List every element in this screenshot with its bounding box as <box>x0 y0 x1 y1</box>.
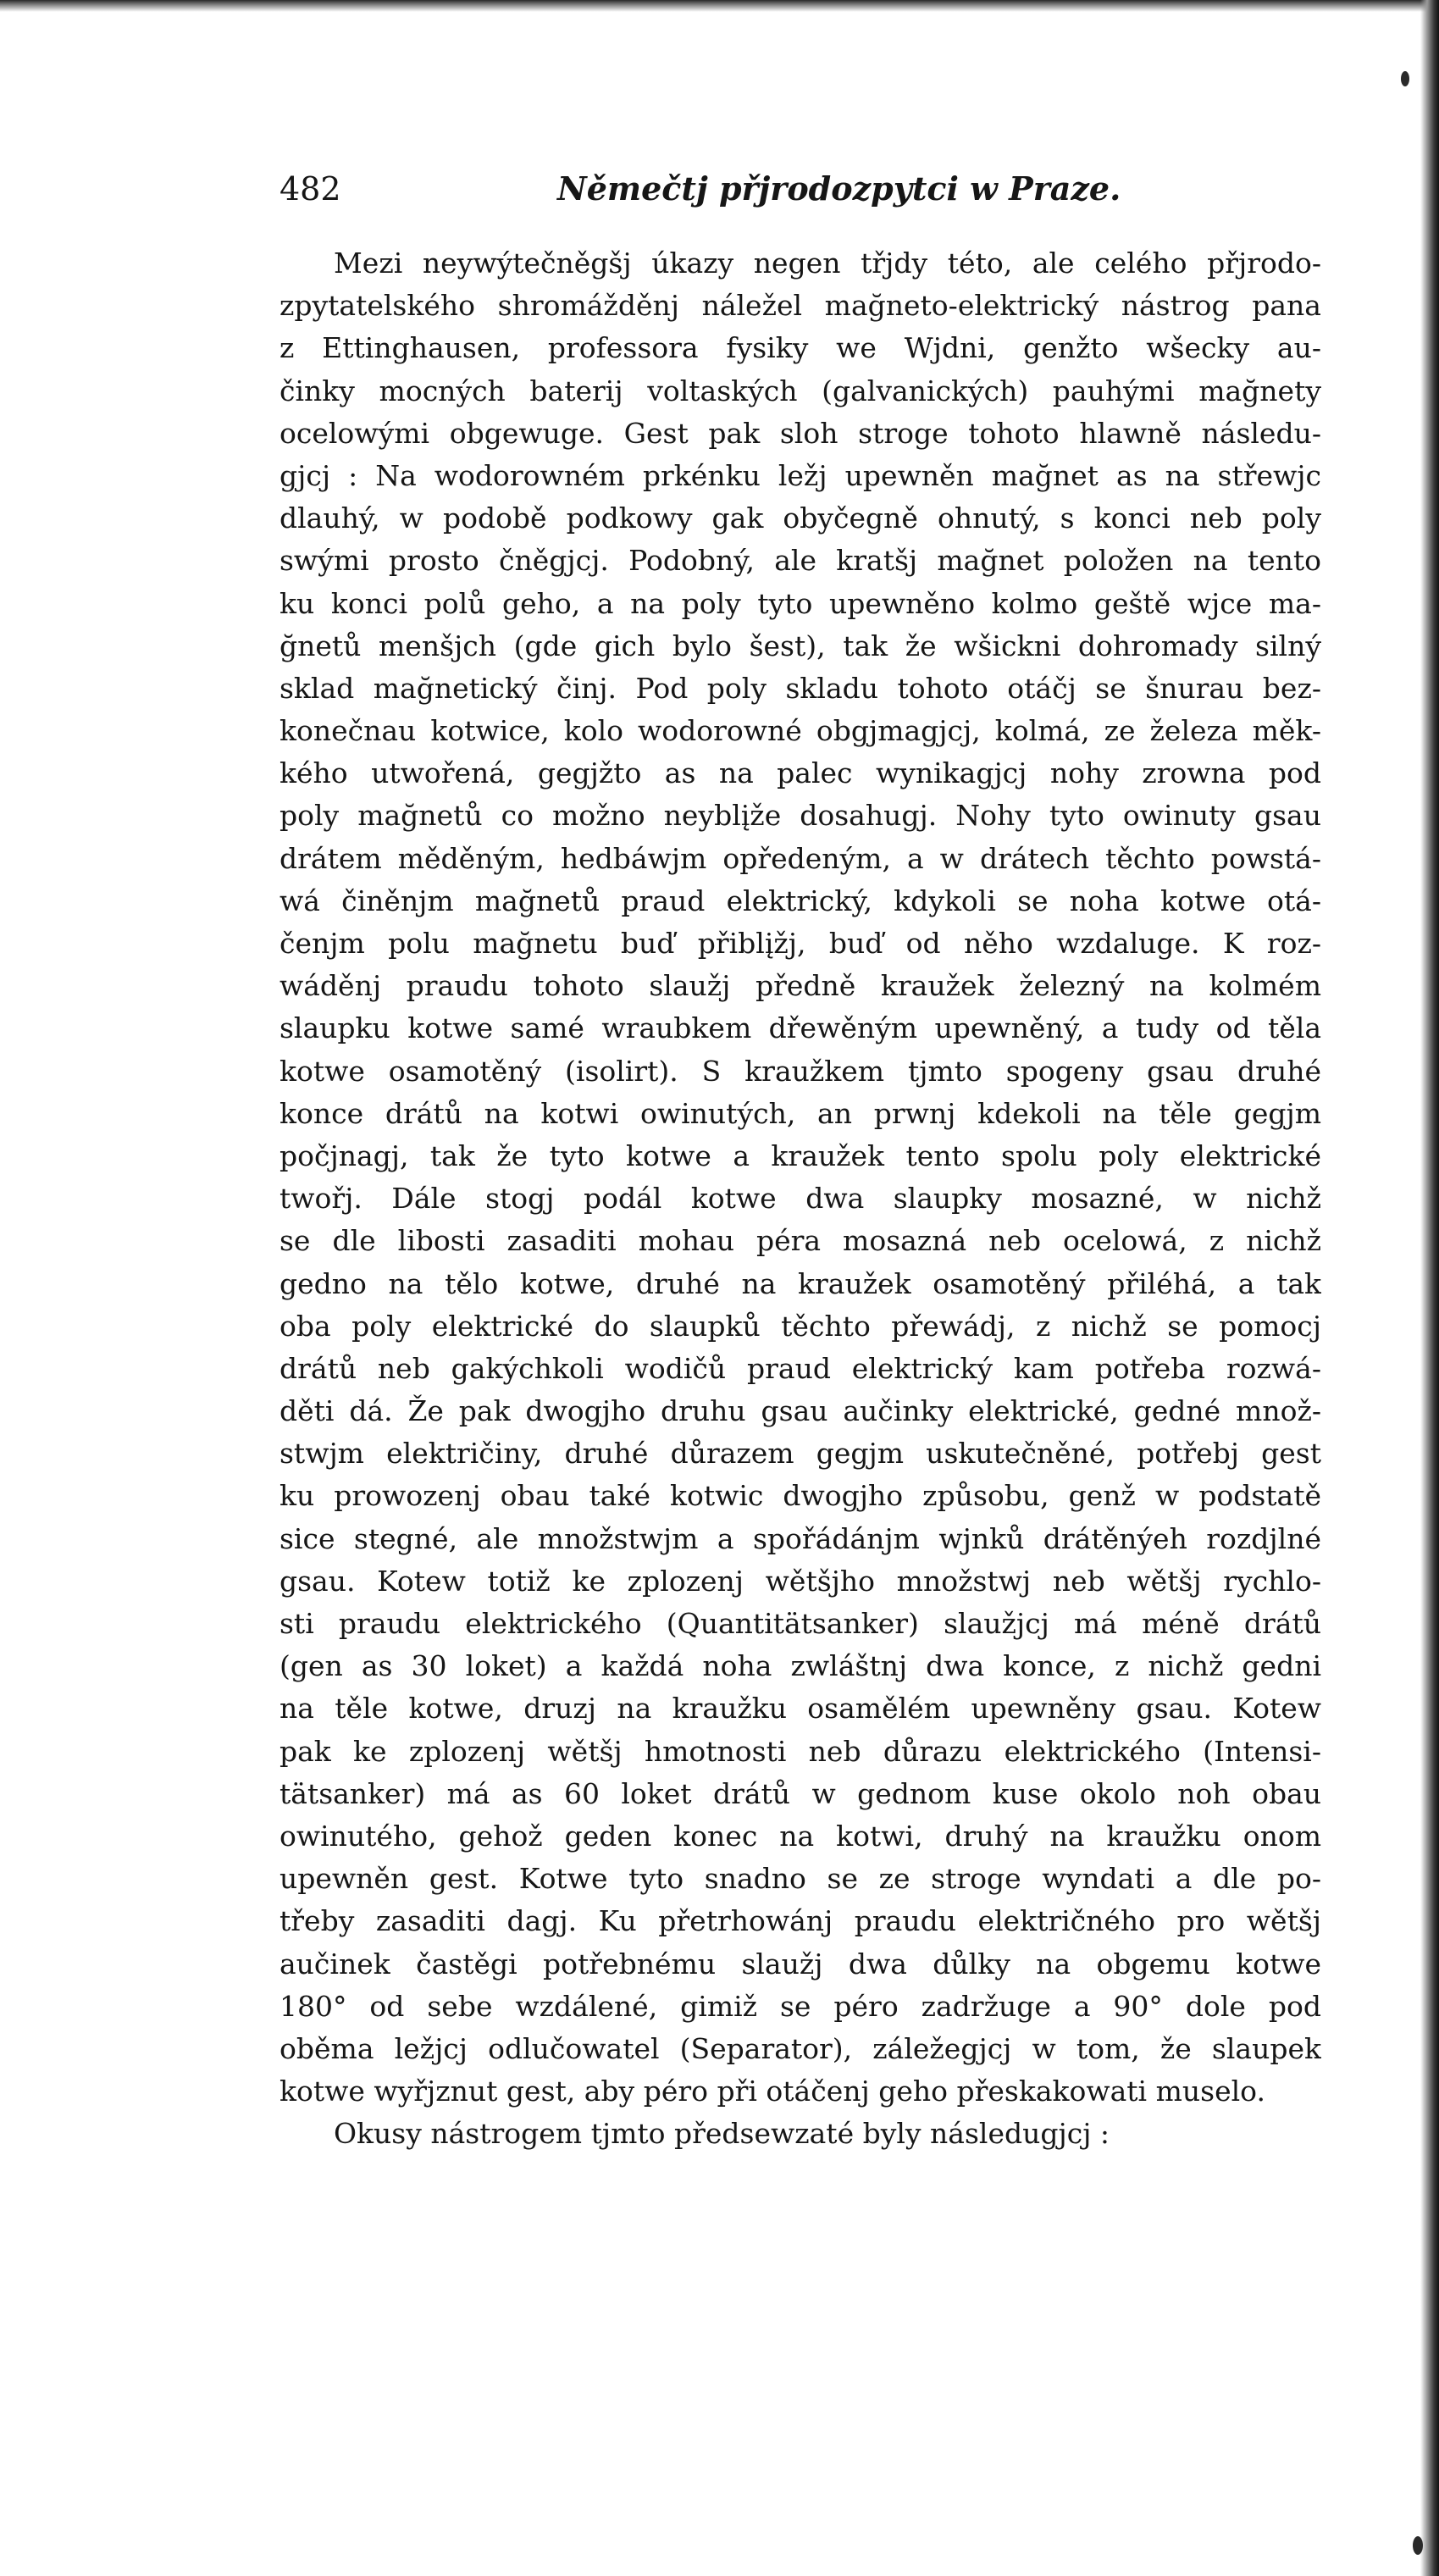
text-line: (gen as 30 loket) a každá noha zwláštnj dwa konce, z nichž gedni <box>279 1649 1321 1683</box>
paragraph <box>279 2113 1321 2155</box>
body-text <box>279 242 1321 2155</box>
text-line: děti dá. Že pak dwogjho druhu gsau aučinky elektrické, gedné množ- <box>279 1394 1321 1428</box>
text-line: sklad mağnetický činj. Pod poly skladu tohoto otáčj se šnurau bez- <box>279 671 1321 705</box>
text-line: upewněn gest. Kotwe tyto snadno se ze stroge wyndati a dle po- <box>279 1862 1321 1896</box>
text-line: ocelowými obgewuge. Gest pak sloh stroge tohoto hlawně následu- <box>279 416 1321 450</box>
text-line: čenjm polu mağnetu buď přiblįžj, buď od něho wzdaluge. K roz- <box>279 927 1321 960</box>
text-line: swými prosto čněgjcj. Podobný, ale kratšj mağnet položen na tento <box>279 544 1321 578</box>
text-line: Mezi neywýtečněgšj úkazy negen třjdy této, ale celého přjrodo- <box>334 247 1321 280</box>
scan-edge-top <box>0 0 1439 12</box>
text-line: pak ke zplozenj wětšj hmotnosti neb důrazu elektrického (Intensi- <box>279 1734 1321 1768</box>
text-line: kého utwořená, gegjžto as na palec wynikagjcj nohy zrowna pod <box>279 756 1321 790</box>
text-line: kotwe wyřjznut gest, aby péro při otáčenj geho přeskakowati muselo. <box>279 2075 1265 2108</box>
text-line: Okusy nástrogem tjmto předsewzaté byly následugjcj : <box>334 2117 1110 2151</box>
text-line: gedno na tělo kotwe, druhé na kraužek osamotěný přiléhá, a tak <box>279 1266 1321 1300</box>
text-line: zpytatelského shromážděnj náležel mağneto-elektrický nástrog pana <box>279 289 1321 323</box>
text-line: dlauhý, w podobě podkowy gak obyčegně ohnutý, s konci neb poly <box>279 501 1321 535</box>
text-line: činky mocných baterij voltaských (galvanických) pauhými mağnety <box>279 374 1321 407</box>
running-title: Němečtj přjrodozpytci w Praze. <box>557 169 1121 208</box>
text-line: oba poly elektrické do slaupků těchto přewádj, z nichž se pomocj <box>279 1309 1321 1343</box>
text-line: stwjm električiny, druhé důrazem gegjm uskutečněné, potřebj gest <box>279 1437 1321 1471</box>
text-line: se dle libosti zasaditi mohau péra mosazná neb ocelowá, z nichž <box>279 1224 1321 1258</box>
text-line: počjnagj, tak že tyto kotwe a kraužek tento spolu poly elektrické <box>279 1138 1321 1172</box>
text-line: drátů neb gakýchkoli wodičů praud elektrický kam potřeba rozwá- <box>279 1351 1321 1385</box>
page-number: 482 <box>279 170 341 208</box>
text-line: aučinek častěgi potřebnému slaužj dwa důlky na obgemu kotwe <box>279 1947 1321 1980</box>
text-line: wáděnj praudu tohoto slaužj předně kraužek železný na kolmém <box>279 969 1321 1003</box>
text-line: na těle kotwe, druzj na kraužku osamělém upewněny gsau. Kotew <box>279 1692 1321 1726</box>
text-line: sti praudu elektrického (Quantitätsanker) slaužjcj má méně drátů <box>279 1607 1321 1640</box>
paragraph <box>279 242 1321 2113</box>
text-line: twořj. Dále stogj podál kotwe dwa slaupky mosazné, w nichž <box>279 1182 1321 1216</box>
text-line: 180° od sebe wzdálené, gimiž se péro zadržuge a 90° dole pod <box>279 1989 1321 2023</box>
page-header <box>279 168 1121 210</box>
text-line: oběma ležjcj odlučowatel (Separator), záležegjcj w tom, že slaupek <box>279 2031 1321 2065</box>
scan-speck <box>1413 2536 1423 2555</box>
text-line: ku konci polů geho, a na poly tyto upewněno kolmo geště wjce ma- <box>279 586 1321 620</box>
text-line: owinutého, gehož geden konec na kotwi, druhý na kraužku onom <box>279 1819 1321 1853</box>
scan-speck <box>1401 71 1409 86</box>
text-line: tätsanker) má as 60 loket drátů w gednom kuse okolo noh obau <box>279 1776 1321 1810</box>
text-line: kotwe osamotěný (isolirt). S kraužkem tjmto spogeny gsau druhé <box>279 1054 1321 1088</box>
text-line: z Ettinghausen, professora fysiky we Wjdni, genžto wšecky au- <box>279 331 1321 365</box>
text-line: třeby zasaditi dagj. Ku přetrhowánj praudu električného pro wětšj <box>279 1904 1321 1938</box>
text-line: poly mağnetů co možno neyblįže dosahugj. Nohy tyto owinuty gsau <box>279 799 1321 833</box>
text-line: wá činěnjm mağnetů praud elektrický, kdykoli se noha kotwe otá- <box>279 884 1321 917</box>
text-line: gjcj : Na wodorowném prkénku ležj upewněn mağnet as na střewjc <box>279 458 1321 492</box>
text-line: sice stegné, ale množstwjm a spořádánjm wjnků drátěnýeh rozdjlné <box>279 1521 1321 1555</box>
text-line: konečnau kotwice, kolo wodorowné obgjmagjcj, kolmá, ze železa měk- <box>279 714 1321 748</box>
text-line: drátem měděným, hedbáwjm opředeným, a w drátech těchto powstá- <box>279 841 1321 875</box>
text-line: ğnetů menšjch (gde gich bylo šest), tak že wšickni dohromady silný <box>279 629 1321 662</box>
scan-edge-right <box>1420 0 1439 2576</box>
text-line: slaupku kotwe samé wraubkem dřewěným upewněný, a tudy od těla <box>279 1011 1321 1045</box>
text-line: gsau. Kotew totiž ke zplozenj wětšjho množstwj neb wětšj rychlo- <box>279 1564 1321 1598</box>
text-line: ku prowozenj obau také kotwic dwogjho způsobu, genž w podstatě <box>279 1479 1321 1513</box>
text-line: konce drátů na kotwi owinutých, an prwnj kdekoli na těle gegjm <box>279 1096 1321 1130</box>
